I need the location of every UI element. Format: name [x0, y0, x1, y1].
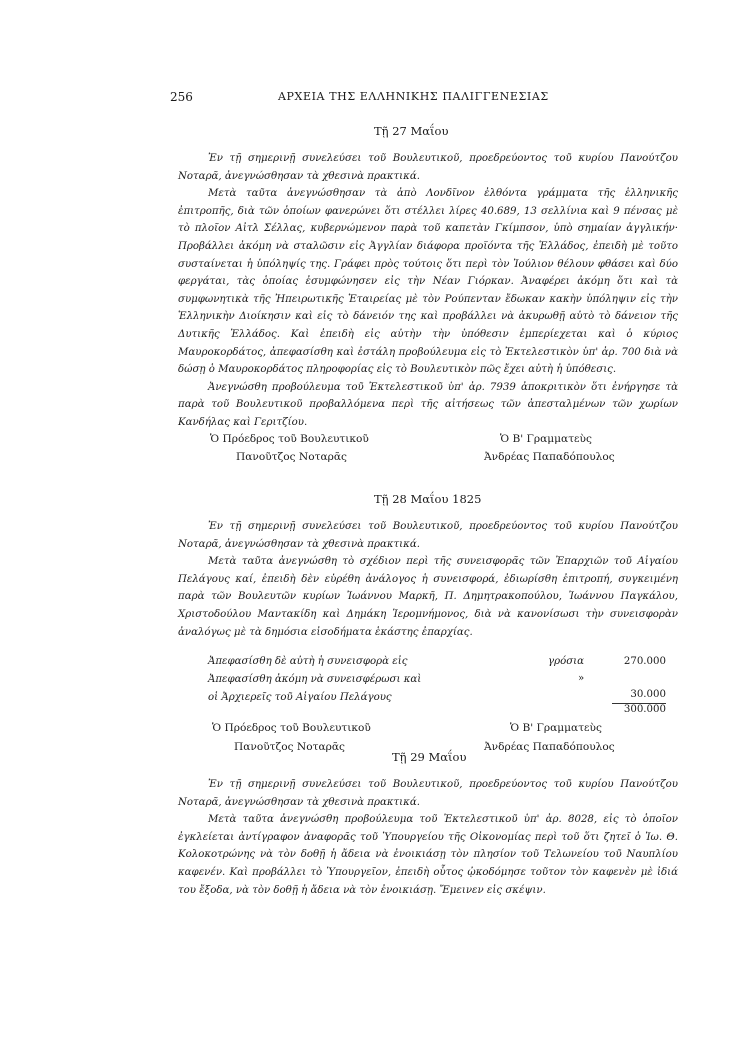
paragraph: Μετὰ ταῦτα ἀνεγνώσθησαν τὰ ἀπὸ Λονδῖνον ἐλθόντα γράμματα τῆς ἑλληνικῆς ἐπιτροπῆς, διὰ τῶν ὁποίων φανερώνει ὅτι στέλλει λίρες 40.689, 13 σελλίνια καὶ 9 πένσας μὲ τὸ πλοῖον Αἰτλ Σέλλας, κυβερνώμενον παρὰ τοῦ καπετὰν Γκίμπσον, ὑπὸ σημαίαν ἀγγλικήν· Προβάλλει ἀκόμη νὰ σταλῶσιν εἰς Ἀγγλίαν διάφορα προϊόντα τῆς Ἑλλάδος, ἐπειδὴ μὲ τοῦτο συσταίνεται ἡ ὑπόληψίς της. Γράφει πρὸς τούτοις ὅτι περὶ τὸν Ἰούλιον θέλουν φθάσει καὶ δύο φεργάται, τὰς ὁποίας ἐσυμφώνησεν εἰς τὴν Νέαν Γιόρκαν. Ἀναφέρει ἀκόμη ὅτι καὶ τὰ συμφωνητικὰ τῆς Ἠπειρωτικῆς Ἑταιρείας μὲ τὸν Ρούπενταν ἔδωκαν κακὴν ὑπόληψιν εἰς τὴν Ἑλληνικὴν Διοίκησιν καὶ εἰς τὸ δάνειόν της καὶ προβάλλει νὰ ἀκυρωθῇ αὐτὸ τὸ δάνειον τῆς Δυτικῆς Ἑλλάδος. Καὶ ἐπειδὴ εἰς αὐτὴν τὴν ὑπόθεσιν ἐμπερίεχεται καὶ ὁ κύριος Μαυροκορδάτος, ἀπεφασίσθη καὶ ἐστάλη προβούλευμα εἰς τὸ Ἐκτελεστικὸν ὑπ' ἀρ. 700 διὰ νὰ δώσῃ ὁ Μαυροκορδάτος πληροφορίας εἰς τὸ Βουλευτικὸν πῶς ἔχει αὐτὴ ἡ ὑπόθεσις.	[178, 188, 678, 376]
ledger-total: 300.000	[623, 704, 666, 715]
signature-secretary-title: Ὁ Β' Γραμματεὺς	[500, 433, 592, 445]
ledger-row-text: οἱ Ἀρχιερεῖς τοῦ Αἰγαίου Πελάγους	[208, 692, 392, 703]
section-date: Τῇ 28 Μαΐου 1825	[374, 492, 482, 506]
signature-president-name: Πανοῦτζος Νοταρᾶς	[234, 741, 345, 753]
signature-president-title: Ὁ Πρόεδρος τοῦ Βουλευτικοῦ	[212, 722, 371, 734]
paragraph: Ἐν τῇ σημερινῇ συνελεύσει τοῦ Βουλευτικοῦ, προεδρεύοντος τοῦ κυρίου Πανούτζου Νοταρᾶ, ἀνεγνώσθησαν τὰ χθεσινὰ πρακτικά.	[178, 153, 678, 182]
ledger-row-text: Ἀπεφασίσθη δὲ αὐτὴ ἡ συνεισφορὰ εἰς	[208, 656, 408, 667]
running-title: ΑΡΧΕΙΑ ΤΗΣ ΕΛΛΗΝΙΚΗΣ ΠΑΛΙΓΓΕΝΕΣΙΑΣ	[278, 90, 549, 103]
signature-secretary-title: Ὁ Β' Γραμματεὺς	[510, 722, 602, 734]
paragraph: Ἐν τῇ σημερινῇ συνελεύσει τοῦ Βουλευτικοῦ, προεδρεύοντος τοῦ κυρίου Πανούτζου Νοταρᾶ, ἀνεγνώσθησαν τὰ χθεσινὰ πρακτικά.	[178, 779, 678, 808]
section-body	[178, 518, 678, 641]
paragraph: Μετὰ ταῦτα ἀνεγνώσθη προβούλευμα τοῦ Ἐκτελεστικοῦ ὑπ' ἀρ. 8028, εἰς τὸ ὁποῖον ἐγκλείεται ἀντίγραφον ἀναφορᾶς τοῦ Ὑπουργείου τῆς Οἰκονομίας περὶ τοῦ ὅτι ζητεῖ ὁ Ἰω. Θ. Κολοκοτρώνης νὰ τὸν δοθῇ ἡ ἄδεια νὰ ἐνοικιάσῃ τὸν πλησίον τοῦ Τελωνείου τοῦ Ναυπλίου καφενέν. Καὶ προβάλλει τὸ Ὑπουργεῖον, ἐπειδὴ οὗτος ᾠκοδόμησε τοῦτον τὸν καφενὲν μὲ ἰδιά του ἔξοδα, νὰ τὸν δοθῇ ἡ ἄδεια νὰ τὸν ἐνοικιάσῃ. Ἔμεινεν εἰς σκέψιν.	[178, 814, 678, 896]
paragraph: Ἀνεγνώσθη προβούλευμα τοῦ Ἐκτελεστικοῦ ὑπ' ἀρ. 7939 ἀποκριτικὸν ὅτι ἐνήργησε τὰ παρὰ τοῦ Βουλευτικοῦ προβαλλόμενα περὶ τῆς αἰτήσεως τῶν ἀπεσταλμένων τῶν χωρίων Κανδήλας καὶ Γεριτζίου.	[178, 381, 678, 428]
signature-president-name: Πανοῦτζος Νοταρᾶς	[236, 451, 347, 463]
section-body	[178, 150, 678, 432]
signature-secretary-name: Ἀνδρέας Παπαδόπουλος	[484, 741, 615, 753]
signature-secretary-name: Ἀνδρέας Παπαδόπουλος	[484, 451, 615, 463]
ledger-row-amount: 30.000	[630, 689, 666, 700]
section-body	[178, 776, 678, 899]
section-date: Τῇ 27 Μαΐου	[374, 124, 449, 138]
signature-president-title: Ὁ Πρόεδρος τοῦ Βουλευτικοῦ	[210, 433, 369, 445]
ledger-row-amount: 270.000	[623, 656, 666, 667]
paragraph: Μετὰ ταῦτα ἀνεγνώσθη τὸ σχέδιον περὶ τῆς συνεισφορᾶς τῶν Ἐπαρχιῶν τοῦ Αἰγαίου Πελάγους καί, ἐπειδὴ δὲν εὑρέθη ἀνάλογος ἡ συνεισφορά, ἐδιωρίσθη ἐπιτροπή, συγκειμένη παρὰ τῶν Βουλευτῶν κυρίων Ἰωάννου Μαρκῆ, Π. Δημητρακοπούλου, Ἰωάννου Παγκάλου, Χριστοδούλου Μαντακίδη καὶ Δημάκη Ἱερομνήμονος, διὰ νὰ κανονίσωσι τὴν συνεισφορὰν ἀναλόγως μὲ τὰ δημόσια εἰσοδήματα ἑκάστης ἐπαρχίας.	[178, 556, 678, 638]
ledger-row-unit: γρόσια	[548, 656, 585, 667]
paragraph: Ἐν τῇ σημερινῇ συνελεύσει τοῦ Βουλευτικοῦ, προεδρεύοντος τοῦ κυρίου Πανούτζου Νοταρᾶ, ἀνεγνώσθησαν τὰ χθεσινὰ πρακτικά.	[178, 521, 678, 550]
page-number: 256	[170, 90, 193, 104]
page-header	[170, 90, 690, 108]
ledger-row-amount: »	[578, 673, 585, 684]
section-date: Τῇ 29 Μαΐου	[392, 750, 467, 764]
ledger-row-text: Ἀπεφασίσθη ἀκόμη νὰ συνεισφέρωσι καὶ	[208, 674, 422, 685]
